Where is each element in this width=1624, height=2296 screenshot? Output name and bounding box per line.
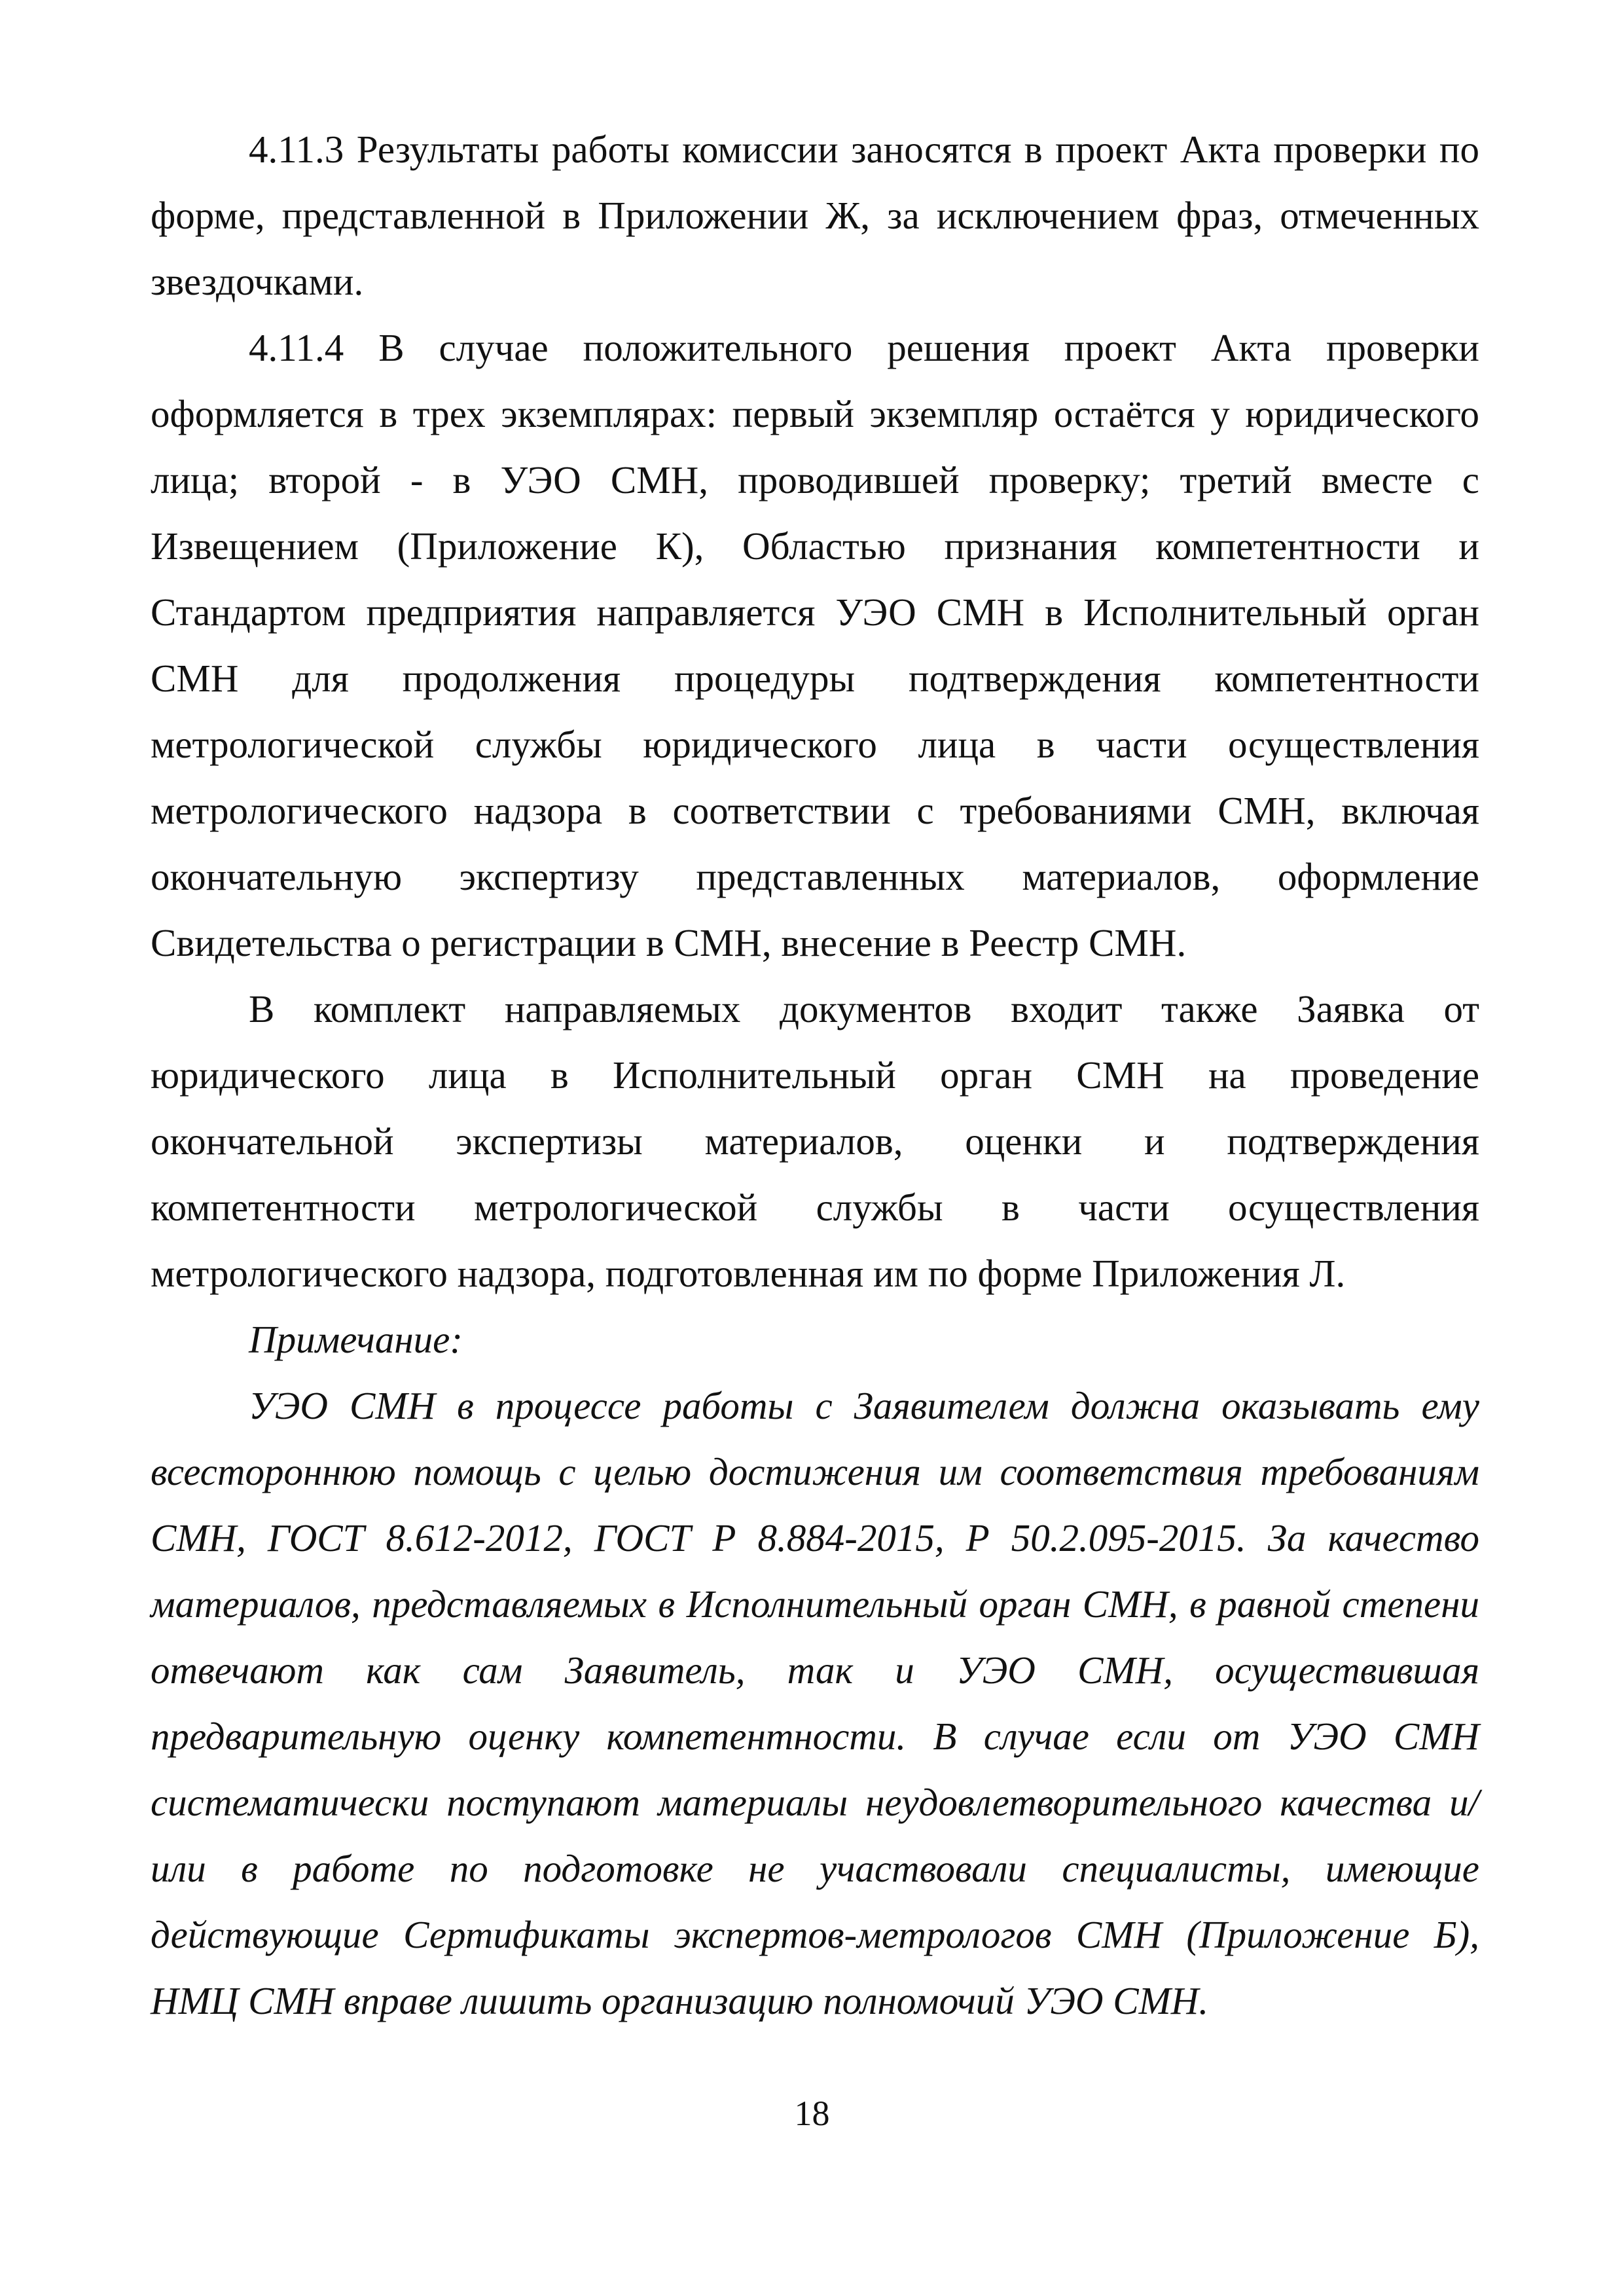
page-number: 18 (794, 2094, 830, 2133)
note-text: УЭО СМН в процессе работы с Заявителем должна оказывать ему всестороннюю помощь с целью достижения им соответствия требованиям СМН, ГОСТ 8.612-2012, ГОСТ Р 8.884-2015, Р 50.2.095-2015. За качество материалов, представляемых в Исполнительный орган СМН, в равной степени отвечают как сам Заявитель, так и УЭО СМН, осуществившая предварительную оценку компетентности. В случае если от УЭО СМН систематически поступают материалы неудовлетворительного качества и/или в работе по подготовке не участвовали специалисты, имеющие действующие Сертификаты экспертов-метрологов СМН (Приложение Б), НМЦ СМН вправе лишить организацию полномочий УЭО СМН. (151, 1384, 1479, 2022)
paragraph-4-11-4: 4.11.4 В случае положительного решения проект Акта проверки оформляется в трех экземплярах: первый экземпляр остаётся у юридического лица; второй - в УЭО СМН, проводившей проверку; третий вместе с Извещением (Приложение К), Областью признания компетентности и Стандартом предприятия направляется УЭО СМН в Исполнительный орган СМН для продолжения процедуры подтверждения компетентности метрологической службы юридического лица в части осуществления метрологического надзора в соответствии с требованиями СМН, включая окончательную экспертизу представленных материалов, оформление Свидетельства о регистрации в СМН, внесение в Реестр СМН. (151, 326, 1479, 964)
paragraph-4-11-3: 4.11.3 Результаты работы комиссии заносятся в проект Акта проверки по форме, представленной в Приложении Ж, за исключением фраз, отмеченных звездочками. (151, 128, 1479, 303)
paragraph-document-set: В комплект направляемых документов входит также Заявка от юридического лица в Исполнительный орган СМН на проведение окончательной экспертизы материалов, оценки и подтверждения компетентности метрологической службы в части осуществления метрологического надзора, подготовленная им по форме Приложения Л. (151, 987, 1479, 1295)
page-body (151, 117, 1479, 2034)
note-label: Примечание: (249, 1318, 463, 1361)
